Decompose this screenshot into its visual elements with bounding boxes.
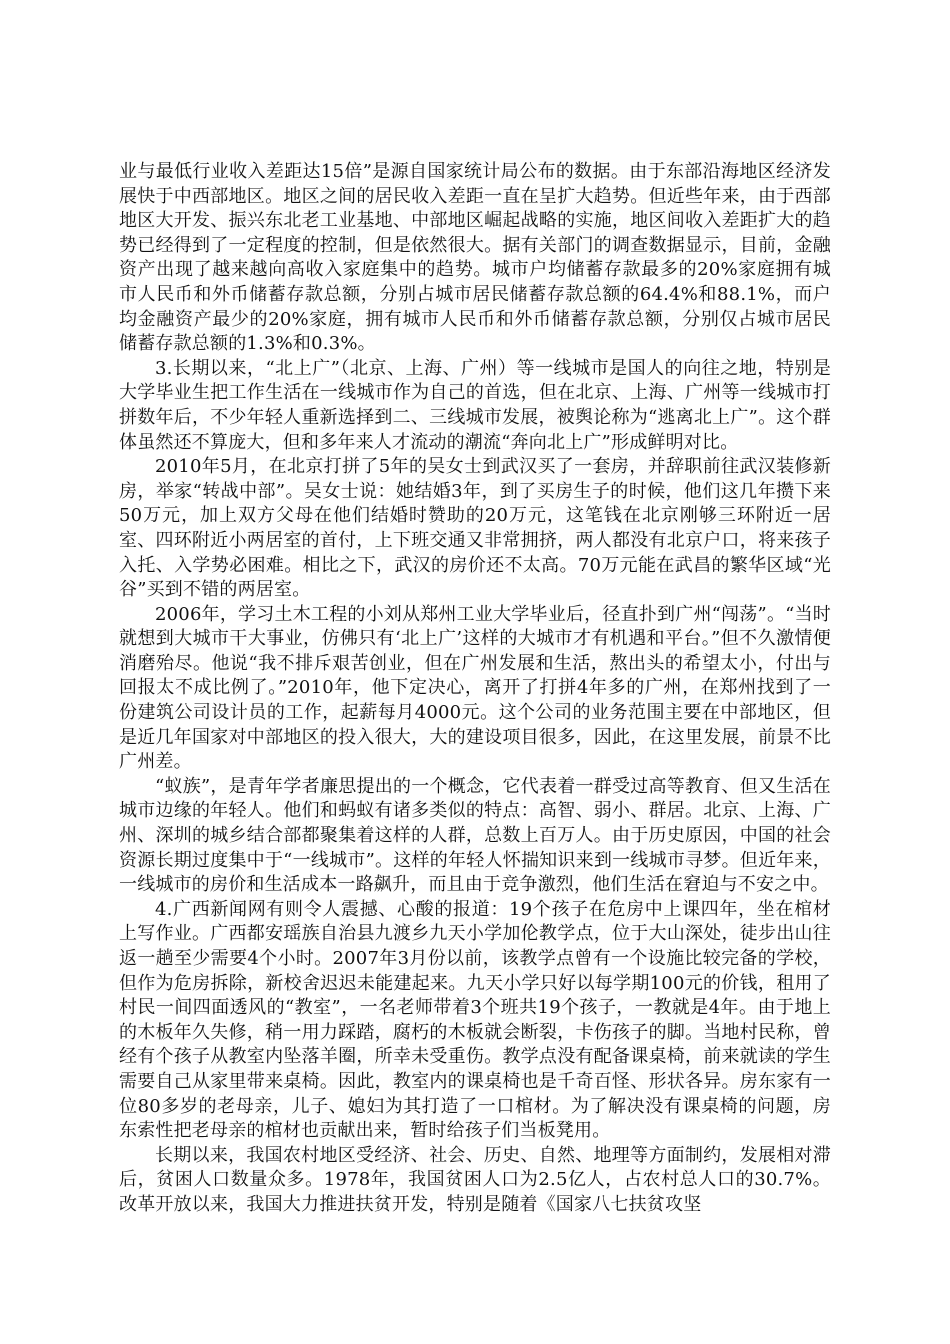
paragraph-guangxi-school: 4.广西新闻网有则令人震撼、心酸的报道：19个孩子在危房中上课四年，坐在棺材上写作业。广西都安瑶族自治县九渡乡九天小学加伦教学点，位于大山深处，徒步出山往返一趟至少需要4个小时。2007年3月份以前，该教学点曾有一个设施比较完备的学校，但作为危房拆除，新校舍迟迟未能建起来。九天小学只好以每学期100元的价钱，租用了村民一间四面透风的“教室”，一名老师带着3个班共19个孩子，一教就是4年。由于地上的木板年久失修，稍一用力踩踏，腐朽的木板就会断裂，卡伤孩子的脚。当地村民称，曾经有个孩子从教室内坠落羊圈，所幸未受重伤。教学点没有配备课桌椅，前来就读的学生需要自己从家里带来桌椅。因此，教室内的课桌椅也是千奇百怪、形状各异。房东家有一位80多岁的老母亲，儿子、媳妇为其打造了一口棺材。为了解决没有课桌椅的问题，房东索性把老母亲的棺材也贡献出来，暂时给孩子们当板凳用。: [119, 898, 831, 1142]
paragraph-ms-wu: 2010年5月，在北京打拼了5年的吴女士到武汉买了一套房，并辞职前往武汉装修新房，举家“转战中部”。吴女士说：她结婚3年，到了买房生子的时候，他们这几年攒下来50万元，加上双方父母在他们结婚时赞助的20万元，这笔钱在北京刚够三环附近一居室、四环附近小两居室的首付，上下班交通又非常拥挤，两人都没有北京户口，将来孩子入托、入学势必困难。相比之下，武汉的房价还不太高。70万元能在武昌的繁华区域“光谷”买到不错的两居室。: [119, 456, 831, 601]
paragraph-income-gap: 业与最低行业收入差距达15倍”是源自国家统计局公布的数据。由于东部沿海地区经济发展快于中西部地区。地区之间的居民收入差距一直在呈扩大趋势。但近些年来，由于西部地区大开发、振兴东北老工业基地、中部地区崛起战略的实施，地区间收入差距扩大的趋势已经得到了一定程度的控制，但是依然很大。据有关部门的调查数据显示，目前，金融资产出现了越来越向高收入家庭集中的趋势。城市户均储蓄存款最多的20%家庭拥有城市人民币和外币储蓄存款总额，分别占城市居民储蓄存款总额的64.4%和88.1%，而户均金融资产最少的20%家庭，拥有城市人民币和外币储蓄存款总额，分别仅占城市居民储蓄存款总额的1.3%和0.3%。: [119, 161, 831, 355]
paragraph-xiao-liu: 2006年，学习土木工程的小刘从郑州工业大学毕业后，径直扑到广州“闯荡”。“当时就想到大城市干大事业，仿佛只有‘北上广’这样的大城市才有机遇和平台。”但不久激情便消磨殆尽。他说“我不排斥艰苦创业，但在广州发展和生活，熬出头的希望太小，付出与回报太不成比例了。”2010年，他下定决心，离开了打拼4年多的广州，在郑州找到了一份建筑公司设计员的工作，起薪每月4000元。这个公司的业务范围主要在中部地区，但是近几年国家对中部地区的投入很大，大的建设项目很多，因此，在这里发展，前景不比广州差。: [119, 603, 831, 773]
document-body: [119, 160, 831, 1218]
paragraph-ant-tribe: “蚁族”，是青年学者廉思提出的一个概念，它代表着一群受过高等教育、但又生活在城市边缘的年轻人。他们和蚂蚁有诸多类似的特点：高智、弱小、群居。北京、上海、广州、深圳的城乡结合部都聚集着这样的人群，总数上百万人。由于历史原因，中国的社会资源长期过度集中于“一线城市”。这样的年轻人怀揣知识来到一线城市寻梦。但近年来，一线城市的房价和生活成本一路飙升，而且由于竞争激烈，他们生活在窘迫与不安之中。: [119, 775, 831, 896]
paragraph-rural-poverty: 长期以来，我国农村地区受经济、社会、历史、自然、地理等方面制约，发展相对滞后，贫困人口数量众多。1978年，我国贫困人口为2.5亿人，占农村总人口的30.7%。改革开放以来，我国大力推进扶贫开发，特别是随着《国家八七扶贫攻坚: [119, 1144, 831, 1215]
paragraph-escape-bsg: 3.长期以来，“北上广”（北京、上海、广州）等一线城市是国人的向往之地，特别是大学毕业生把工作生活在一线城市作为自己的首选，但在北京、上海、广州等一线城市打拼数年后，不少年轻人重新选择到二、三线城市发展，被舆论称为“逃离北上广”。这个群体虽然还不算庞大，但和多年来人才流动的潮流“奔向北上广”形成鲜明对比。: [119, 357, 831, 453]
